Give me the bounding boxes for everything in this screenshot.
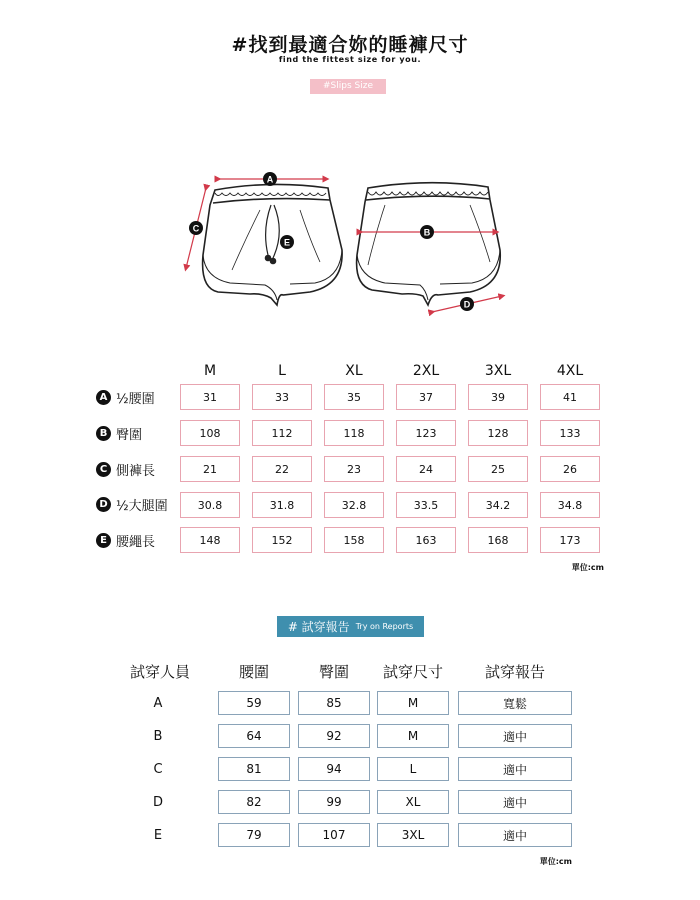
size-row-label bbox=[96, 459, 155, 479]
report-waist-cell: 82 bbox=[218, 790, 290, 814]
size-col-2xl: 2XL bbox=[412, 363, 440, 379]
reports-header-size: 試穿尺寸 bbox=[382, 663, 443, 681]
size-cell: 112 bbox=[252, 420, 312, 446]
size-cell: 35 bbox=[324, 384, 384, 410]
size-cell: 23 bbox=[324, 456, 384, 482]
size-cell: 30.8 bbox=[180, 492, 240, 518]
size-cell: 41 bbox=[540, 384, 600, 410]
front-shorts-illustration bbox=[203, 184, 343, 305]
size-col-3xl: 3XL bbox=[484, 363, 512, 379]
row-label-text: ½腰圍 bbox=[116, 391, 155, 407]
marker-e-badge: E bbox=[96, 533, 111, 548]
size-row-label bbox=[96, 423, 142, 443]
size-cell: 25 bbox=[468, 456, 528, 482]
marker-a-label: A bbox=[266, 174, 274, 185]
report-hip-cell: 99 bbox=[298, 790, 370, 814]
size-cell: 158 bbox=[324, 527, 384, 553]
back-shorts-illustration bbox=[357, 183, 501, 305]
row-label-text: 側褲長 bbox=[116, 463, 156, 479]
reports-header-report: 試穿報告 bbox=[484, 663, 545, 681]
size-cell: 21 bbox=[180, 456, 240, 482]
report-result-cell: 適中 bbox=[458, 823, 572, 847]
reports-header-hip: 臀圍 bbox=[318, 663, 349, 681]
shorts-diagram bbox=[0, 0, 700, 340]
marker-e-label: E bbox=[283, 237, 291, 248]
marker-d-badge: D bbox=[96, 497, 111, 512]
size-col-m: M bbox=[203, 363, 217, 379]
size-cell: 26 bbox=[540, 456, 600, 482]
size-cell: 133 bbox=[540, 420, 600, 446]
report-result-cell: 適中 bbox=[458, 724, 572, 748]
size-cell: 39 bbox=[468, 384, 528, 410]
marker-b-label: B bbox=[423, 227, 431, 238]
size-row-label bbox=[96, 494, 168, 514]
size-cell: 173 bbox=[540, 527, 600, 553]
report-person: A bbox=[153, 696, 163, 711]
marker-c-badge: C bbox=[96, 462, 111, 477]
size-cell: 148 bbox=[180, 527, 240, 553]
try-on-reports-tag bbox=[277, 616, 424, 637]
size-cell: 118 bbox=[324, 420, 384, 446]
reports-tag-main: # 試穿報告 bbox=[287, 620, 350, 634]
size-cell: 33.5 bbox=[396, 492, 456, 518]
report-hip-cell: 85 bbox=[298, 691, 370, 715]
report-size-cell: M bbox=[377, 691, 449, 715]
report-hip-cell: 94 bbox=[298, 757, 370, 781]
report-result-cell: 寬鬆 bbox=[458, 691, 572, 715]
page-title: #找到最適合妳的睡褲尺寸 bbox=[231, 34, 469, 56]
report-hip-cell: 107 bbox=[298, 823, 370, 847]
report-waist-cell: 59 bbox=[218, 691, 290, 715]
size-cell: 31.8 bbox=[252, 492, 312, 518]
report-result-cell: 適中 bbox=[458, 790, 572, 814]
row-label-text: 臀圍 bbox=[116, 427, 143, 443]
report-size-cell: L bbox=[377, 757, 449, 781]
size-cell: 33 bbox=[252, 384, 312, 410]
report-person: C bbox=[153, 762, 163, 777]
report-person: E bbox=[153, 828, 163, 843]
size-cell: 31 bbox=[180, 384, 240, 410]
size-cell: 22 bbox=[252, 456, 312, 482]
size-cell: 34.2 bbox=[468, 492, 528, 518]
report-waist-cell: 64 bbox=[218, 724, 290, 748]
reports-unit: 單位:cm bbox=[539, 857, 572, 866]
size-cell: 152 bbox=[252, 527, 312, 553]
report-person: B bbox=[153, 729, 163, 744]
marker-c-label: C bbox=[192, 223, 200, 234]
report-size-cell: M bbox=[377, 724, 449, 748]
report-size-cell: 3XL bbox=[377, 823, 449, 847]
page-subtitle: find the fittest size for you. bbox=[278, 55, 422, 64]
marker-b-badge: B bbox=[96, 426, 111, 441]
size-cell: 37 bbox=[396, 384, 456, 410]
size-cell: 32.8 bbox=[324, 492, 384, 518]
size-row-label bbox=[96, 387, 155, 407]
report-waist-cell: 81 bbox=[218, 757, 290, 781]
slips-size-tag: #Slips Size bbox=[310, 79, 386, 94]
report-waist-cell: 79 bbox=[218, 823, 290, 847]
report-result-cell: 適中 bbox=[458, 757, 572, 781]
reports-tag-sub: Try on Reports bbox=[355, 622, 414, 631]
size-cell: 24 bbox=[396, 456, 456, 482]
size-table-unit: 單位:cm bbox=[571, 563, 604, 572]
reports-header-waist: 腰圍 bbox=[238, 663, 269, 681]
reports-header-person: 試穿人員 bbox=[129, 663, 190, 681]
size-col-l: L bbox=[278, 363, 286, 379]
report-hip-cell: 92 bbox=[298, 724, 370, 748]
report-person: D bbox=[152, 795, 163, 810]
size-row-label bbox=[96, 530, 155, 550]
size-cell: 168 bbox=[468, 527, 528, 553]
size-cell: 123 bbox=[396, 420, 456, 446]
size-col-4xl: 4XL bbox=[556, 363, 584, 379]
marker-a-badge: A bbox=[96, 390, 111, 405]
row-label-text: ½大腿圍 bbox=[116, 498, 168, 514]
size-cell: 128 bbox=[468, 420, 528, 446]
report-size-cell: XL bbox=[377, 790, 449, 814]
size-cell: 108 bbox=[180, 420, 240, 446]
size-cell: 34.8 bbox=[540, 492, 600, 518]
row-label-text: 腰繩長 bbox=[116, 534, 156, 550]
size-col-xl: XL bbox=[345, 363, 363, 379]
marker-d-label: D bbox=[463, 299, 471, 310]
size-cell: 163 bbox=[396, 527, 456, 553]
